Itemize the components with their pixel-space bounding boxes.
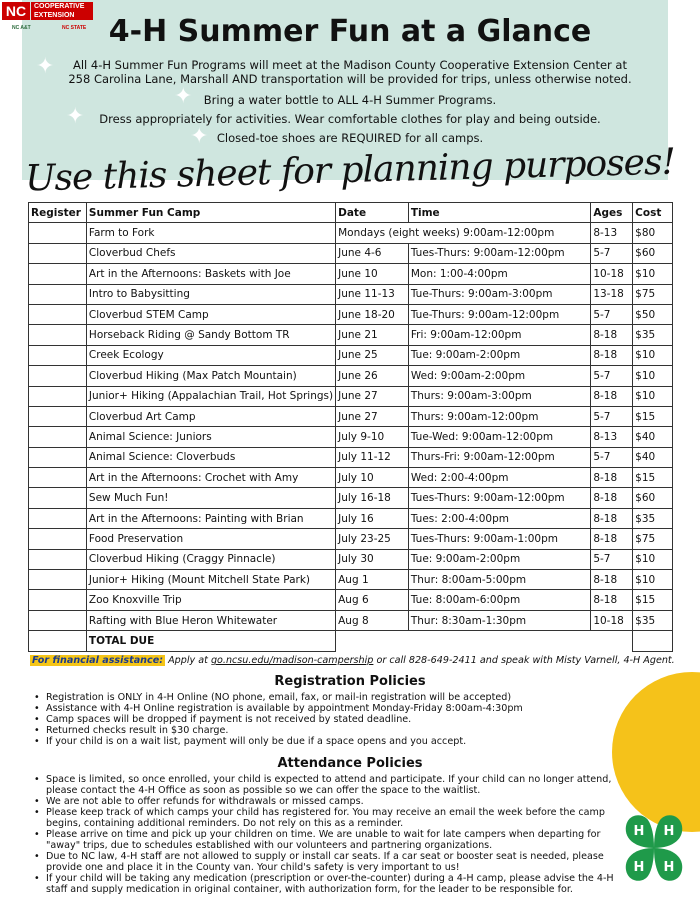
cell-cost: $10 bbox=[633, 366, 673, 386]
cell-cost: $50 bbox=[633, 304, 673, 324]
cell-date: June 27 bbox=[336, 386, 409, 406]
list-item: • Space is limited, so once enrolled, your child is expected to attend and participate. If your child can no longer attend, please contact the 4-H Office as soon as possible so we can offer the space to the waitlist. bbox=[34, 774, 614, 796]
table-row bbox=[29, 529, 673, 549]
cell-register[interactable] bbox=[29, 427, 87, 447]
cell-register[interactable] bbox=[29, 488, 87, 508]
cell-ages: 8-18 bbox=[591, 488, 633, 508]
total-label: TOTAL DUE bbox=[86, 631, 335, 651]
cell-register[interactable] bbox=[29, 406, 87, 426]
cell-camp: Zoo Knoxville Trip bbox=[86, 590, 335, 610]
cell-camp: Farm to Fork bbox=[86, 223, 335, 243]
logo-nc-state: NC STATE bbox=[62, 25, 87, 31]
table-row bbox=[29, 284, 673, 304]
cell-cost: $10 bbox=[633, 570, 673, 590]
table-row bbox=[29, 345, 673, 365]
header-register: Register bbox=[29, 203, 87, 223]
cell-cost: $80 bbox=[633, 223, 673, 243]
cell-cost: $10 bbox=[633, 386, 673, 406]
logo-coop-line2: EXTENSION bbox=[34, 12, 75, 19]
cell-date: June 10 bbox=[336, 264, 409, 284]
cell-time: Thur: 8:00am-5:00pm bbox=[408, 570, 590, 590]
cell-camp: Cloverbud Chefs bbox=[86, 243, 335, 263]
cell-register[interactable] bbox=[29, 345, 87, 365]
logo-nc: NC bbox=[2, 2, 30, 20]
sparkle-icon: ✦ bbox=[66, 104, 85, 129]
cell-camp: Cloverbud Hiking (Max Patch Mountain) bbox=[86, 366, 335, 386]
svg-text:H: H bbox=[633, 860, 645, 875]
cell-date: June 27 bbox=[336, 406, 409, 426]
cell-camp: Rafting with Blue Heron Whitewater bbox=[86, 610, 335, 630]
cell-time: Tues-Thurs: 9:00am-12:00pm bbox=[408, 243, 590, 263]
cell-time: Thur: 8:30am-1:30pm bbox=[408, 610, 590, 630]
cell-ages: 5-7 bbox=[591, 447, 633, 467]
cell-ages: 5-7 bbox=[591, 549, 633, 569]
cell-ages: 13-18 bbox=[591, 284, 633, 304]
cell-camp: Junior+ Hiking (Appalachian Trail, Hot Springs) bbox=[86, 386, 335, 406]
table-row bbox=[29, 223, 673, 243]
financial-assistance-note bbox=[30, 655, 680, 666]
cell-cost: $10 bbox=[633, 345, 673, 365]
list-item: • Due to NC law, 4-H staff are not allowed to supply or install car seats. If a car seat or booster seat is needed, please provide one and place it in the County van. Your child's safety is very important to us! bbox=[34, 851, 614, 873]
cell-date: June 21 bbox=[336, 325, 409, 345]
cell-date: July 9-10 bbox=[336, 427, 409, 447]
cell-register[interactable] bbox=[29, 590, 87, 610]
cell-time: Tue-Thurs: 9:00am-3:00pm bbox=[408, 284, 590, 304]
cell-time: Tue: 9:00am-2:00pm bbox=[408, 549, 590, 569]
cell-cost: $75 bbox=[633, 284, 673, 304]
cell-date: June 26 bbox=[336, 366, 409, 386]
cell-date: June 11-13 bbox=[336, 284, 409, 304]
header-time: Time bbox=[408, 203, 590, 223]
table-row bbox=[29, 325, 673, 345]
intro-line-1: All 4-H Summer Fun Programs will meet at the Madison County Cooperative Extension Center at bbox=[73, 58, 627, 72]
cell-camp: Animal Science: Juniors bbox=[86, 427, 335, 447]
cell-time: Tues: 2:00-4:00pm bbox=[408, 508, 590, 528]
table-row bbox=[29, 610, 673, 630]
cell-register[interactable] bbox=[29, 284, 87, 304]
financial-text-after: or call 828-649-2411 and speak with Misty Varnell, 4-H Agent. bbox=[373, 655, 675, 666]
svg-text:H: H bbox=[663, 860, 675, 875]
cell-date: June 4-6 bbox=[336, 243, 409, 263]
cell-date: July 16 bbox=[336, 508, 409, 528]
cell-register[interactable] bbox=[29, 304, 87, 324]
svg-text:H: H bbox=[663, 824, 675, 839]
list-item: • If your child will be taking any medication (prescription or over-the-counter) during a 4-H camp, please advise the 4-H staff and supply medication in original container, with authorization form, for the leader to be responsible for. bbox=[34, 873, 614, 895]
cell-register[interactable] bbox=[29, 610, 87, 630]
cell-time: Fri: 9:00am-12:00pm bbox=[408, 325, 590, 345]
note-shoes: Closed-toe shoes are REQUIRED for all camps. bbox=[216, 131, 484, 145]
cell-time: Tue: 9:00am-2:00pm bbox=[408, 345, 590, 365]
table-row bbox=[29, 386, 673, 406]
cell-time: Thurs: 9:00am-3:00pm bbox=[408, 386, 590, 406]
cell-cost: $15 bbox=[633, 406, 673, 426]
table-row bbox=[29, 427, 673, 447]
cell-time: Thurs: 9:00am-12:00pm bbox=[408, 406, 590, 426]
cell-camp: Cloverbud STEM Camp bbox=[86, 304, 335, 324]
list-item: • Please keep track of which camps your child has registered for. You may receive an email the week before the camp begins, containing additional reminders. Do not rely on this as a reminder. bbox=[34, 807, 614, 829]
svg-text:H: H bbox=[633, 824, 645, 839]
cell-ages: 10-18 bbox=[591, 610, 633, 630]
table-row bbox=[29, 508, 673, 528]
logo-nc-at: NC A&T bbox=[12, 25, 31, 31]
cell-time: Tues-Thurs: 9:00am-12:00pm bbox=[408, 488, 590, 508]
total-due-cell[interactable] bbox=[633, 631, 673, 651]
cell-date: June 18-20 bbox=[336, 304, 409, 324]
table-header-row bbox=[29, 203, 673, 223]
table-row bbox=[29, 406, 673, 426]
list-item: • If your child is on a wait list, payment will only be due if a space opens and you accept. bbox=[34, 736, 614, 747]
cell-ages: 8-13 bbox=[591, 223, 633, 243]
cell-camp: Sew Much Fun! bbox=[86, 488, 335, 508]
cell-camp: Art in the Afternoons: Baskets with Joe bbox=[86, 264, 335, 284]
cell-register[interactable] bbox=[29, 468, 87, 488]
intro-line-2: 258 Carolina Lane, Marshall AND transportation will be provided for trips, unless otherwise noted. bbox=[68, 72, 632, 86]
cell-register[interactable] bbox=[29, 243, 87, 263]
header-date: Date bbox=[336, 203, 409, 223]
list-item: • Assistance with 4-H Online registration is available by appointment Monday-Friday 8:00am-4:30pm bbox=[34, 703, 614, 714]
list-item: • Returned checks result in $30 charge. bbox=[34, 725, 614, 736]
table-row bbox=[29, 366, 673, 386]
attendance-policies-heading: Attendance Policies bbox=[277, 756, 423, 771]
cell-ages: 8-18 bbox=[591, 345, 633, 365]
list-item: • Please arrive on time and pick up your children on time. We are unable to wait for late campers when departing for "away" trips, due to schedules established with our volunteers and partnering organizations. bbox=[34, 829, 614, 851]
list-item: • We are not able to offer refunds for withdrawals or missed camps. bbox=[34, 796, 614, 807]
cell-camp: Creek Ecology bbox=[86, 345, 335, 365]
page-title: 4-H Summer Fun at a Glance bbox=[108, 14, 592, 49]
cell-date: Aug 6 bbox=[336, 590, 409, 610]
cell-date: July 16-18 bbox=[336, 488, 409, 508]
sparkle-icon: ✦ bbox=[190, 124, 209, 149]
cell-ages: 8-18 bbox=[591, 325, 633, 345]
cell-date: June 25 bbox=[336, 345, 409, 365]
cell-date: July 11-12 bbox=[336, 447, 409, 467]
list-item: • Registration is ONLY in 4-H Online (NO phone, email, fax, or mail-in registration will be accepted) bbox=[34, 692, 614, 703]
cell-cost: $10 bbox=[633, 549, 673, 569]
cell-camp: Animal Science: Cloverbuds bbox=[86, 447, 335, 467]
cell-ages: 8-18 bbox=[591, 570, 633, 590]
list-item: • Camp spaces will be dropped if payment is not received by stated deadline. bbox=[34, 714, 614, 725]
cell-register[interactable] bbox=[29, 366, 87, 386]
cell-register[interactable] bbox=[29, 549, 87, 569]
cell-cost: $35 bbox=[633, 610, 673, 630]
cell-camp: Art in the Afternoons: Crochet with Amy bbox=[86, 468, 335, 488]
note-water-bottle: Bring a water bottle to ALL 4-H Summer Programs. bbox=[203, 93, 497, 107]
cell-time: Wed: 2:00-4:00pm bbox=[408, 468, 590, 488]
cell-ages: 8-18 bbox=[591, 590, 633, 610]
cell-cost: $60 bbox=[633, 243, 673, 263]
cell-ages: 8-18 bbox=[591, 508, 633, 528]
total-row bbox=[29, 631, 673, 651]
cell-ages: 8-18 bbox=[591, 386, 633, 406]
cell-cost: $10 bbox=[633, 264, 673, 284]
table-row bbox=[29, 264, 673, 284]
four-h-clover-icon bbox=[614, 808, 694, 892]
cell-cost: $35 bbox=[633, 325, 673, 345]
cell-register[interactable] bbox=[29, 223, 87, 243]
cell-camp: Food Preservation bbox=[86, 529, 335, 549]
cell-date: Mondays (eight weeks) 9:00am-12:00pm bbox=[336, 223, 591, 243]
cell-time: Tue-Thurs: 9:00am-12:00pm bbox=[408, 304, 590, 324]
cell-ages: 5-7 bbox=[591, 243, 633, 263]
table-body bbox=[29, 223, 673, 631]
cell-date: July 30 bbox=[336, 549, 409, 569]
cell-date: July 10 bbox=[336, 468, 409, 488]
planning-script-banner: Use this sheet for planning purposes! bbox=[24, 141, 676, 200]
cell-register[interactable] bbox=[29, 264, 87, 284]
cell-ages: 5-7 bbox=[591, 406, 633, 426]
financial-text-before: Apply at bbox=[165, 655, 211, 666]
table-row bbox=[29, 549, 673, 569]
cell-register[interactable] bbox=[29, 325, 87, 345]
sparkle-icon: ✦ bbox=[174, 84, 193, 109]
header-cost: Cost bbox=[633, 203, 673, 223]
cell-camp: Cloverbud Hiking (Craggy Pinnacle) bbox=[86, 549, 335, 569]
cell-camp: Intro to Babysitting bbox=[86, 284, 335, 304]
cell-time: Tues-Thurs: 9:00am-1:00pm bbox=[408, 529, 590, 549]
cell-ages: 5-7 bbox=[591, 304, 633, 324]
registration-policies-list bbox=[34, 692, 614, 747]
cell-camp: Junior+ Hiking (Mount Mitchell State Park) bbox=[86, 570, 335, 590]
cell-cost: $40 bbox=[633, 427, 673, 447]
table-row bbox=[29, 570, 673, 590]
cell-register[interactable] bbox=[29, 570, 87, 590]
cell-time: Tue-Wed: 9:00am-12:00pm bbox=[408, 427, 590, 447]
table-row bbox=[29, 304, 673, 324]
cell-ages: 5-7 bbox=[591, 366, 633, 386]
cell-register[interactable] bbox=[29, 386, 87, 406]
cell-ages: 10-18 bbox=[591, 264, 633, 284]
cell-camp: Art in the Afternoons: Painting with Brian bbox=[86, 508, 335, 528]
cell-cost: $60 bbox=[633, 488, 673, 508]
cell-cost: $35 bbox=[633, 508, 673, 528]
cell-ages: 8-18 bbox=[591, 529, 633, 549]
cell-time: Tue: 8:00am-6:00pm bbox=[408, 590, 590, 610]
sparkle-icon: ✦ bbox=[36, 54, 55, 79]
campership-link[interactable]: go.ncsu.edu/madison-campership bbox=[210, 655, 374, 666]
cell-camp: Cloverbud Art Camp bbox=[86, 406, 335, 426]
financial-label: For financial assistance: bbox=[32, 655, 164, 666]
cell-date: Aug 1 bbox=[336, 570, 409, 590]
cell-camp: Horseback Riding @ Sandy Bottom TR bbox=[86, 325, 335, 345]
cell-date: July 23-25 bbox=[336, 529, 409, 549]
cell-ages: 8-13 bbox=[591, 427, 633, 447]
cell-register[interactable] bbox=[29, 447, 87, 467]
camp-schedule-table bbox=[28, 202, 673, 652]
cell-time: Thurs-Fri: 9:00am-12:00pm bbox=[408, 447, 590, 467]
cell-cost: $15 bbox=[633, 590, 673, 610]
header-camp: Summer Fun Camp bbox=[86, 203, 335, 223]
cell-cost: $15 bbox=[633, 468, 673, 488]
cell-time: Mon: 1:00-4:00pm bbox=[408, 264, 590, 284]
cell-cost: $40 bbox=[633, 447, 673, 467]
cell-time: Wed: 9:00am-2:00pm bbox=[408, 366, 590, 386]
registration-policies-heading: Registration Policies bbox=[274, 674, 426, 689]
note-dress: Dress appropriately for activities. Wear comfortable clothes for play and being outside. bbox=[99, 112, 601, 126]
total-register-cell[interactable] bbox=[29, 631, 87, 651]
header-ages: Ages bbox=[591, 203, 633, 223]
table-row bbox=[29, 590, 673, 610]
table-row bbox=[29, 488, 673, 508]
cell-register[interactable] bbox=[29, 508, 87, 528]
cell-register[interactable] bbox=[29, 529, 87, 549]
table-row bbox=[29, 468, 673, 488]
cell-cost: $75 bbox=[633, 529, 673, 549]
logo-coop-line1: COOPERATIVE bbox=[34, 3, 85, 10]
cell-date: Aug 8 bbox=[336, 610, 409, 630]
cell-ages: 8-18 bbox=[591, 468, 633, 488]
table-row bbox=[29, 447, 673, 467]
table-row bbox=[29, 243, 673, 263]
attendance-policies-list bbox=[34, 774, 614, 895]
